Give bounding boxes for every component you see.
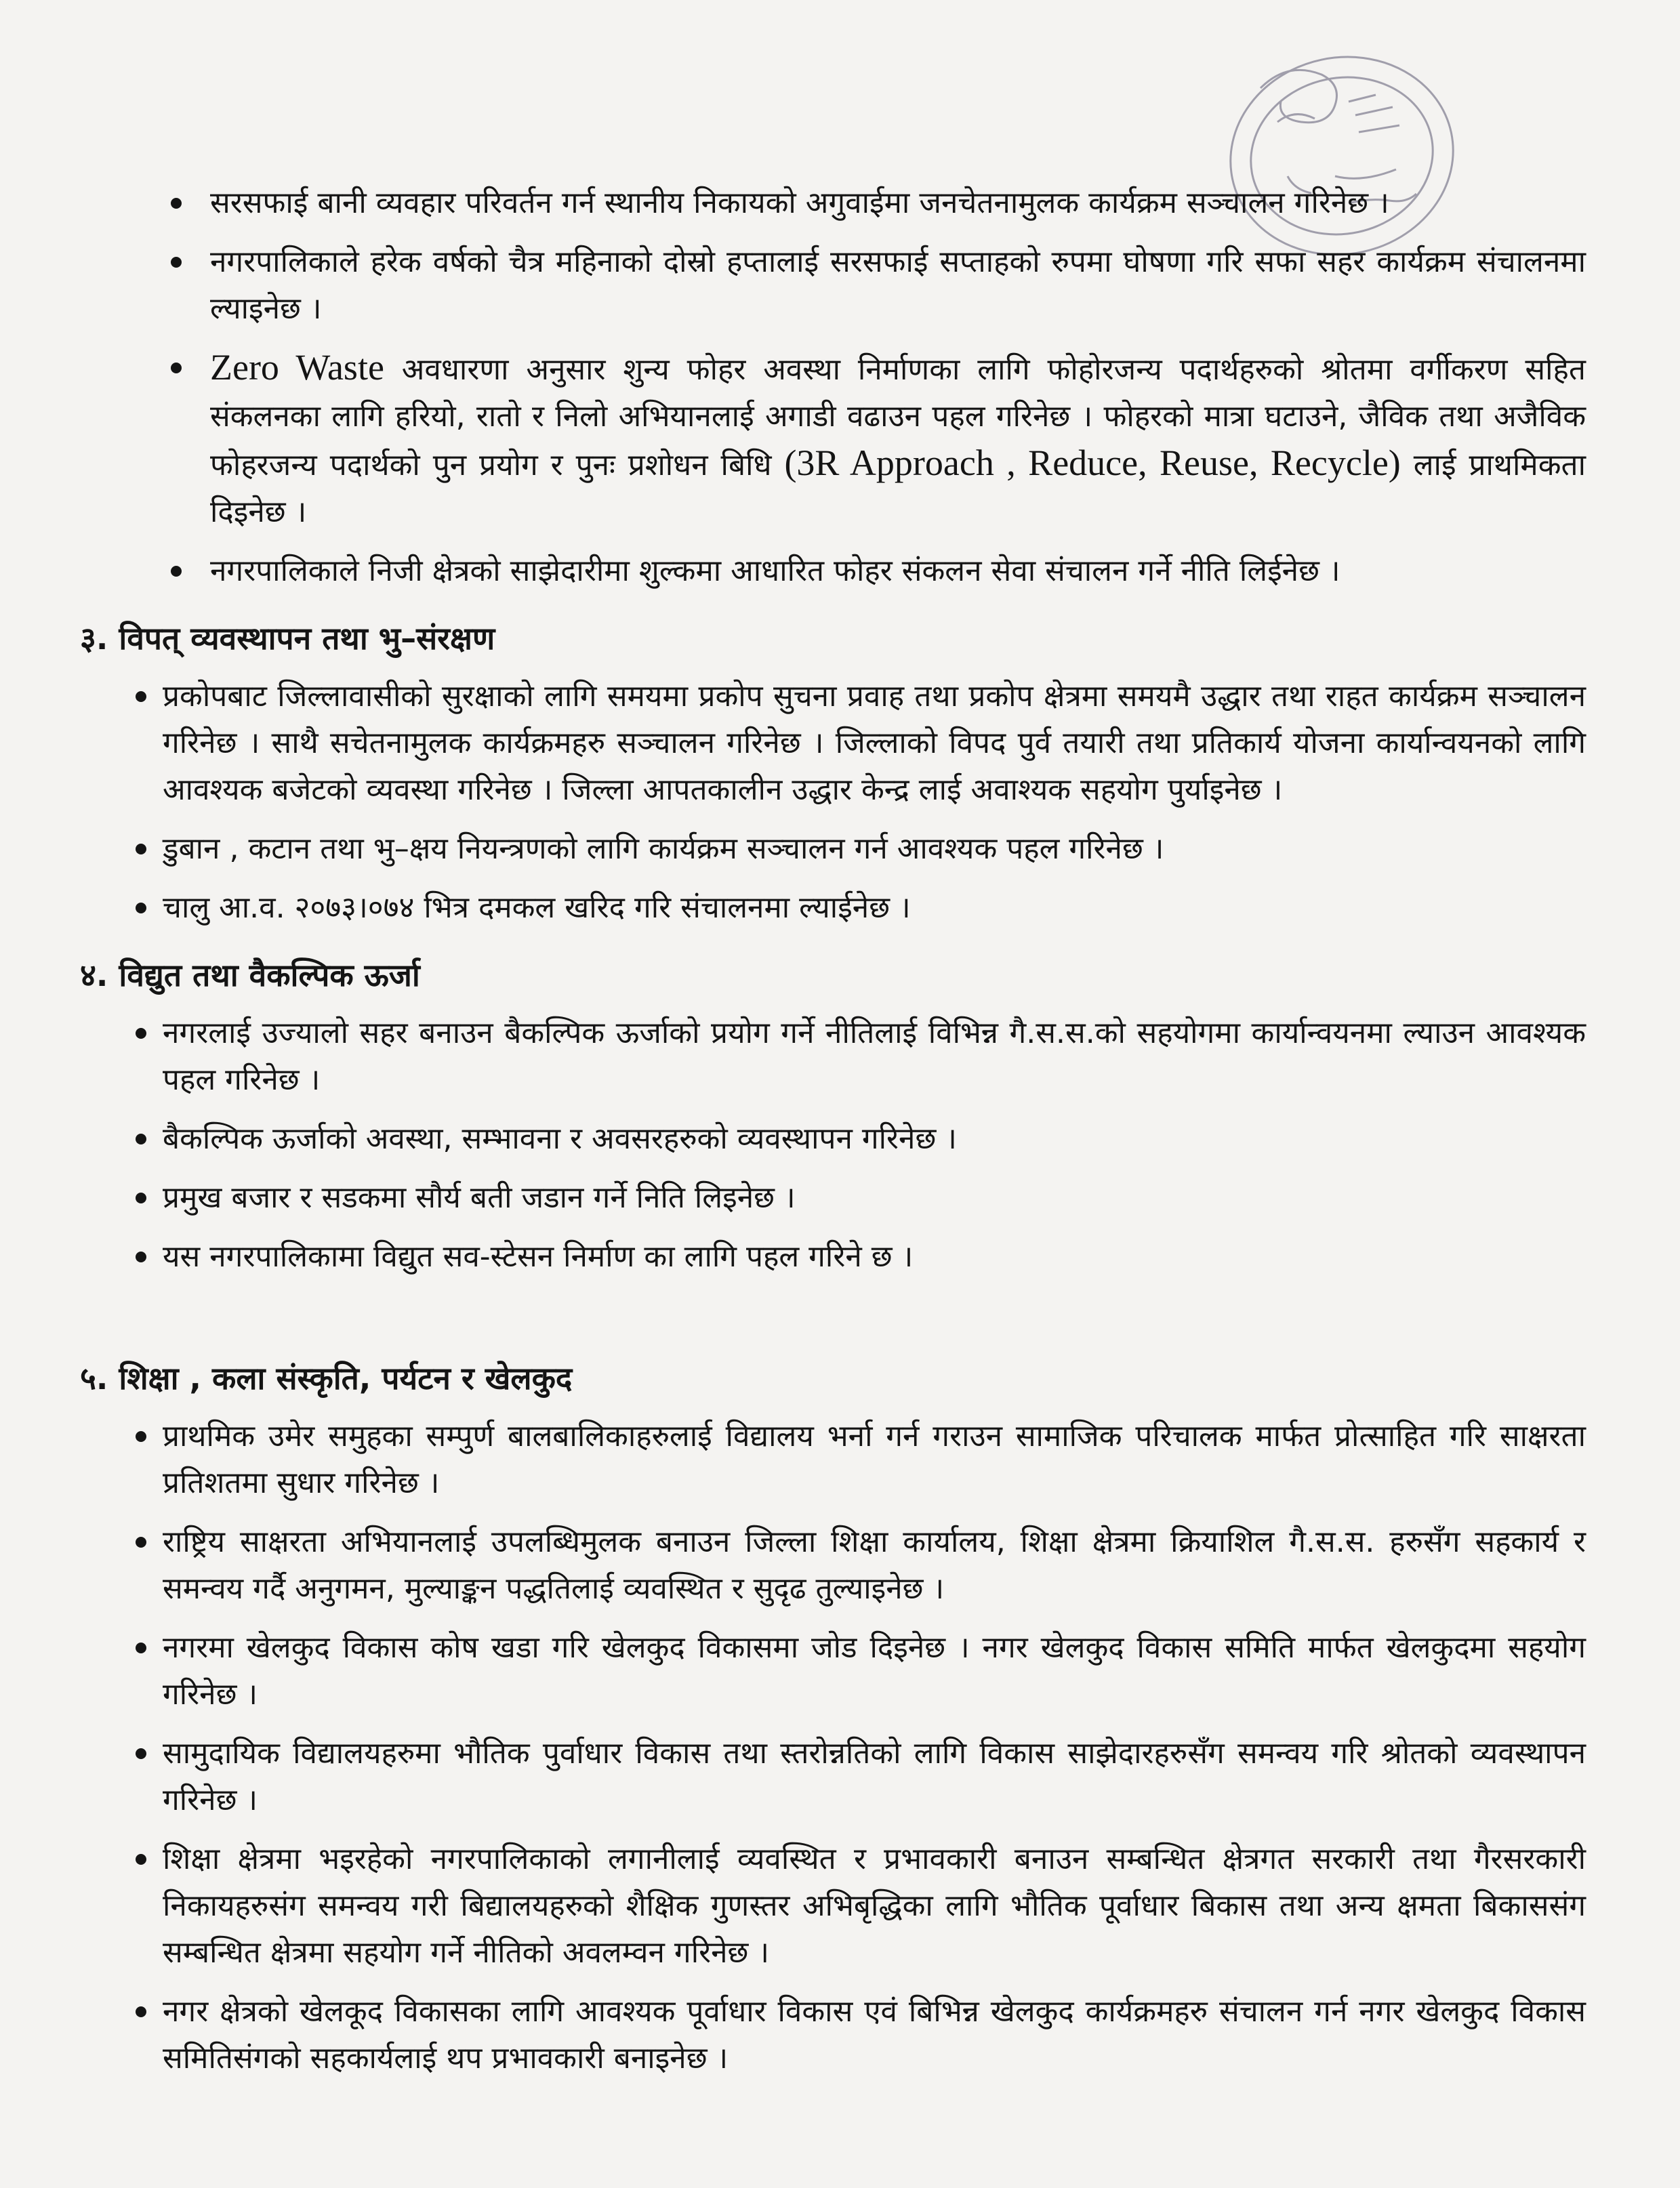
list-item: नगरलाई उज्यालो सहर बनाउन बैकल्पिक ऊर्जाको प्रयोग गर्ने नीतिलाई विभिन्न गै.स.स.को सहयोगमा कार्यान्वयनमा ल्याउन आवश्यक पहल गरिनेछ ।	[75, 1010, 1586, 1103]
list-item: नगरमा खेलकुद विकास कोष खडा गरि खेलकुद विकासमा जोड दिइनेछ । नगर खेलकुद विकास समिति मार्फत खेलकुदमा सहयोग गरिनेछ ।	[75, 1624, 1586, 1718]
disaster-list	[75, 673, 1586, 931]
list-item: बैकल्पिक ऊर्जाको अवस्था, सम्भावना र अवसरहरुको व्यवस्थापन गरिनेछ ।	[75, 1115, 1586, 1162]
list-item-text: लाई प्राथमिकता दिइनेछ ।	[210, 448, 1586, 529]
list-item: राष्ट्रिय साक्षरता अभियानलाई उपलब्धिमुलक बनाउन जिल्ला शिक्षा कार्यालय, शिक्षा क्षेत्रमा क्रियाशिल गै.स.स. हरुसँग सहकार्य र समन्वय गर्दै अनुगमन, मुल्याङ्कन पद्धतिलाई व्यवस्थित र सुदृढ तुल्याइनेछ ।	[75, 1519, 1586, 1612]
list-item: नगर क्षेत्रको खेलकूद विकासका लागि आवश्यक पूर्वाधार विकास एवं बिभिन्न खेलकुद कार्यक्रमहरु संचालन गर्न नगर खेलकुद विकास समितिसंगको सहकार्यलाई थप प्रभावकारी बनाइनेछ ।	[75, 1988, 1586, 2082]
latin-term: (3R Approach , Reduce, Reuse, Recycle)	[784, 442, 1401, 483]
sanitation-list	[75, 180, 1586, 594]
list-item: प्रकोपबाट जिल्लावासीको सुरक्षाको लागि समयमा प्रकोप सुचना प्रवाह तथा प्रकोप क्षेत्रमा समयमै उद्धार तथा राहत कार्यक्रम सञ्चालन गरिनेछ । साथै सचेतनामुलक कार्यक्रमहरु सञ्चालन गरिनेछ । जिल्लाको विपद पुर्व तयारी तथा प्रतिकार्य योजना कार्यान्वयनको लागि आवश्यक बजेटको व्यवस्था गरिनेछ । जिल्ला आपतकालीन उद्धार केन्द्र लाई अवाश्यक सहयोग पुर्याइनेछ ।	[75, 673, 1586, 813]
list-item: प्राथमिक उमेर समुहका सम्पुर्ण बालबालिकाहरुलाई विद्यालय भर्ना गर्न गराउन सामाजिक परिचालक मार्फत प्रोत्साहित गरि साक्षरता प्रतिशतमा सुधार गरिनेछ ।	[75, 1413, 1586, 1506]
energy-list	[75, 1010, 1586, 1280]
list-item: चालु आ.व. २०७३।०७४ भित्र दमकल खरिद गरि संचालनमा ल्याईनेछ ।	[75, 884, 1586, 931]
list-item: यस नगरपालिकामा विद्युत सव-स्टेसन निर्माण का लागि पहल गरिने छ ।	[75, 1233, 1586, 1280]
education-list	[75, 1413, 1586, 2082]
list-item: प्रमुख बजार र सडकमा सौर्य बती जडान गर्ने निति लिइनेछ ।	[75, 1174, 1586, 1221]
list-item: सरसफाई बानी व्यवहार परिवर्तन गर्न स्थानीय निकायको अगुवाईमा जनचेतनामुलक कार्यक्रम सञ्चालन गरिनेछ ।	[75, 180, 1586, 226]
list-item: डुबान , कटान तथा भु–क्षय नियन्त्रणको लागि कार्यक्रम सञ्चालन गर्न आवश्यक पहल गरिनेछ ।	[75, 825, 1586, 872]
list-item-text: अवधारणा अनुसार शुन्य फोहर अवस्था निर्माणका लागि फोहोरजन्य पदार्थहरुको श्रोतमा वर्गीकरण सहित संकलनका लागि हरियो, रातो र निलो अभियानलाई अगाडी वढाउन पहल गरिनेछ । फोहरको मात्रा घटाउने, जैविक तथा अजैविक फोहरजन्य पदार्थको पुन प्रयोग र पुनः प्रशोधन बिधि	[210, 352, 1586, 482]
list-item	[75, 344, 1586, 535]
document-content	[75, 180, 1586, 2094]
section-heading-3: ३. विपत् व्यवस्थापन तथा भु–संरक्षण	[80, 620, 495, 657]
section-heading-5: ५. शिक्षा , कला संस्कृति, पर्यटन र खेलकुद	[80, 1360, 573, 1397]
section-heading-4: ४. विद्युत तथा वैकल्पिक ऊर्जा	[80, 957, 420, 993]
list-item: सामुदायिक विद्यालयहरुमा भौतिक पुर्वाधार विकास तथा स्तरोन्नतिको लागि विकास साझेदारहरुसँग समन्वय गरि श्रोतको व्यवस्थापन गरिनेछ ।	[75, 1730, 1586, 1823]
list-item: नगरपालिकाले निजी क्षेत्रको साझेदारीमा शुल्कमा आधारित फोहर संकलन सेवा संचालन गर्ने नीति लिईनेछ ।	[75, 548, 1586, 594]
list-item: शिक्षा क्षेत्रमा भइरहेको नगरपालिकाको लगानीलाई व्यवस्थित र प्रभावकारी बनाउन सम्बन्धित क्षेत्रगत सरकारी तथा गैरसरकारी निकायहरुसंग समन्वय गरी बिद्यालयहरुको शैक्षिक गुणस्तर अभिबृद्धिका लागि भौतिक पूर्वाधार बिकास तथा अन्य क्षमता बिकाससंग सम्बन्धित क्षेत्रमा सहयोग गर्ने नीतिको अवलम्वन गरिनेछ ।	[75, 1836, 1586, 1976]
list-item: नगरपालिकाले हरेक वर्षको चैत्र महिनाको दोस्रो हप्तालाई सरसफाई सप्ताहको रुपमा घोषणा गरि सफा सहर कार्यक्रम संचालनमा ल्याइनेछ ।	[75, 239, 1586, 332]
latin-term: Zero Waste	[210, 347, 384, 388]
